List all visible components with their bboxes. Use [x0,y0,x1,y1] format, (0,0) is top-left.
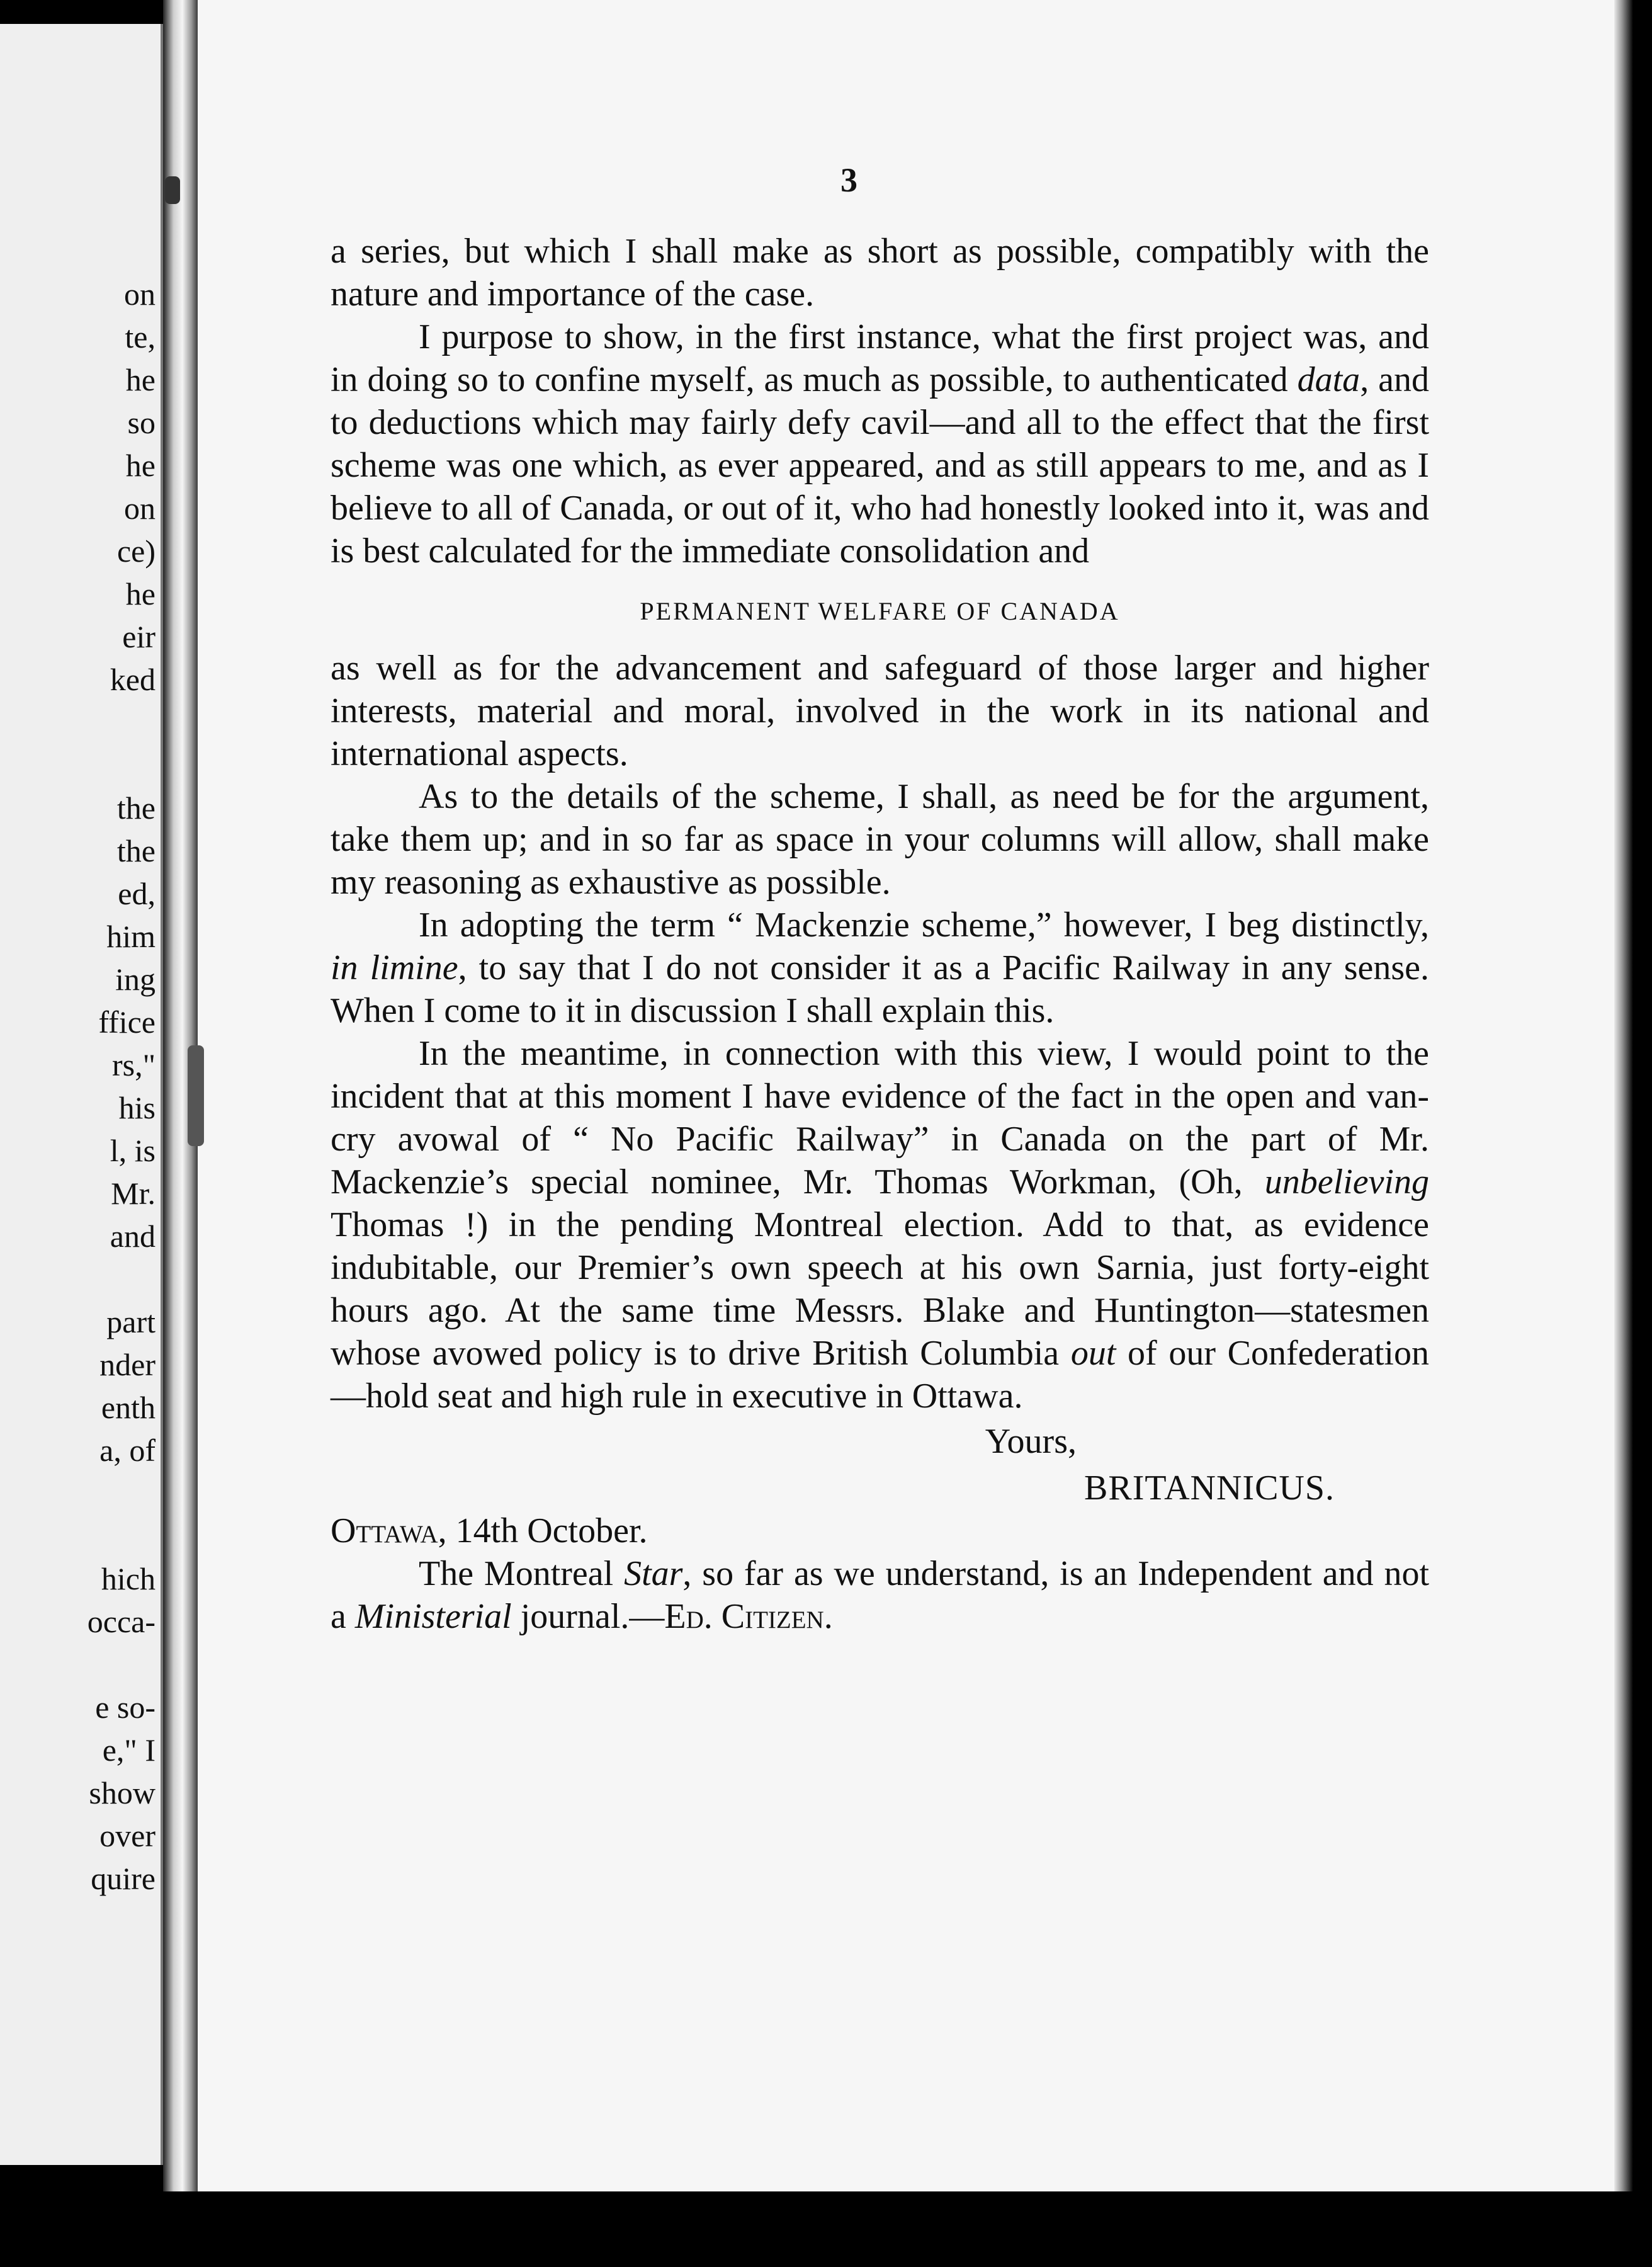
italic-text: out [1070,1334,1116,1373]
left-fragment-line: over [99,1818,156,1853]
left-fragment-line: and [110,1219,156,1254]
left-page-fragment [0,24,163,2165]
left-fragment-line: part [106,1304,156,1339]
paragraph-5 [331,904,1429,1032]
left-fragment-line: nder [99,1347,156,1382]
left-fragment-line: ffice [98,1004,156,1040]
left-fragment-line: Mr. [111,1176,156,1211]
left-fragment-line: his [118,1090,156,1125]
italic-text: data [1297,360,1361,399]
text-run: In adopting the term “ Mackenzie scheme,” however, I beg distinctly, [419,906,1429,945]
left-fragment-line [0,701,161,744]
left-fragment-line: show [89,1775,156,1810]
text-run: As to the details of the scheme, I shall, as need be for the argument, take them up; and in so far as space in your columns will allow, shall make my reasoning as exhaustive as possible. [331,777,1429,902]
left-fragment-line [0,1472,161,1514]
text-run: journal.— [511,1597,665,1636]
text-run: of our Confederation—hold seat and high rule in executive in Ottawa. [331,1334,1429,1416]
dateline-city: Ottawa [331,1511,438,1550]
text-run: a series, but which I shall make as short as possible, compatibly with the nature and importance of the case. [331,232,1429,314]
text-run: , and to deductions which may fairly defy cavil—and all to the effect that the first scheme was one which, as ever appeared, and as still appears to me, and as I believe to all of Canada, or out of it, who had honestly looked into it, was and is best calculated for the immediate consolidation and [331,360,1429,571]
left-fragment-line: he [125,362,156,397]
text-run: In the meantime, in connection with this view, I would point to the incident that at this moment I have evidence of the fact in the open and van-cry avowal of “ No Pacific Railway” in Canada on the part of Mr. Mackenzie’s special nominee, Mr. Thomas Workman, (Oh, [331,1034,1429,1202]
text-run: The Montreal [419,1554,625,1593]
left-fragment-line [0,1258,161,1300]
left-fragment-line: on [124,276,156,312]
editor-signature: Ed. Citizen. [664,1597,833,1636]
paragraph-3 [331,647,1429,775]
paragraph-4 [331,775,1429,904]
left-fragment-line: e so- [95,1690,156,1725]
paragraph-6 [331,1032,1429,1418]
text-run: , to say that I do not consider it as a Pacific Railway in any sense. When I come to it in discussion I shall explain this. [331,948,1429,1030]
left-fragment-line: hich [101,1561,156,1596]
editor-note [331,1552,1429,1638]
dateline-date: , 14th October. [438,1511,648,1550]
left-fragment-line: ed, [118,876,156,911]
section-heading: PERMANENT WELFARE OF CANADA [640,597,1120,625]
left-fragment-line [0,1643,161,1686]
left-fragment-line: ing [115,962,156,997]
scan-bottom-border [0,2191,1652,2267]
left-fragment-line: ked [110,662,156,697]
left-fragment-line: occa- [87,1604,156,1639]
binding-mark [188,1045,204,1146]
left-fragment-line: the [116,790,156,826]
binding-mark [165,176,180,204]
dateline [331,1509,1429,1552]
left-fragment-line: e," I [102,1732,156,1768]
left-fragment-line: him [106,919,156,954]
left-fragment-line: te, [125,319,156,355]
italic-text: unbelieving [1264,1162,1429,1202]
left-fragment-line: ce) [116,533,156,569]
left-fragment-line: quire [91,1861,156,1896]
left-fragment-line: l, is [110,1133,156,1168]
italic-text: Star [624,1554,683,1593]
left-fragment-line [0,744,161,787]
text-run: I purpose to show, in the first instance, what the first project was, and in doing so to confine myself, as much as possible, to authenticated [331,317,1429,399]
text-run: Thomas !) in the pending Montreal election. Add to that, as evidence indubitable, our Premier’s own speech at his own Sarnia, just forty-eight hours ago. At the same time Messrs. Blake and Huntington—statesmen whose avowed policy is to drive British Columbia [331,1205,1429,1373]
left-fragment-line: on [124,491,156,526]
paragraph-1 [331,230,1429,315]
left-fragment-line: enth [101,1390,156,1425]
closing: Yours, [985,1422,1077,1461]
text-run: as well as for the advancement and safeguard of those larger and higher interests, material and moral, involved in the work in its national and international aspects. [331,649,1429,773]
left-fragment-line [0,1514,161,1557]
left-fragment-line: so [127,405,156,440]
left-page-text-column [0,273,161,1900]
page-right-edge [1614,0,1633,2267]
text-run: , so far as we understand, is an Independent and not a [331,1554,1429,1636]
left-fragment-line: a, of [99,1433,156,1468]
signature: BRITANNICUS. [1084,1469,1335,1508]
left-fragment-line: he [125,448,156,483]
article-body [331,230,1429,1638]
page-number: 3 [840,161,857,199]
italic-text: in limine [331,948,458,987]
paragraph-2 [331,315,1429,572]
left-fragment-line: he [125,576,156,611]
italic-text: Ministerial [354,1597,512,1636]
left-fragment-line: eir [122,619,156,654]
left-fragment-line: rs," [111,1047,156,1082]
left-fragment-line: the [116,833,156,868]
